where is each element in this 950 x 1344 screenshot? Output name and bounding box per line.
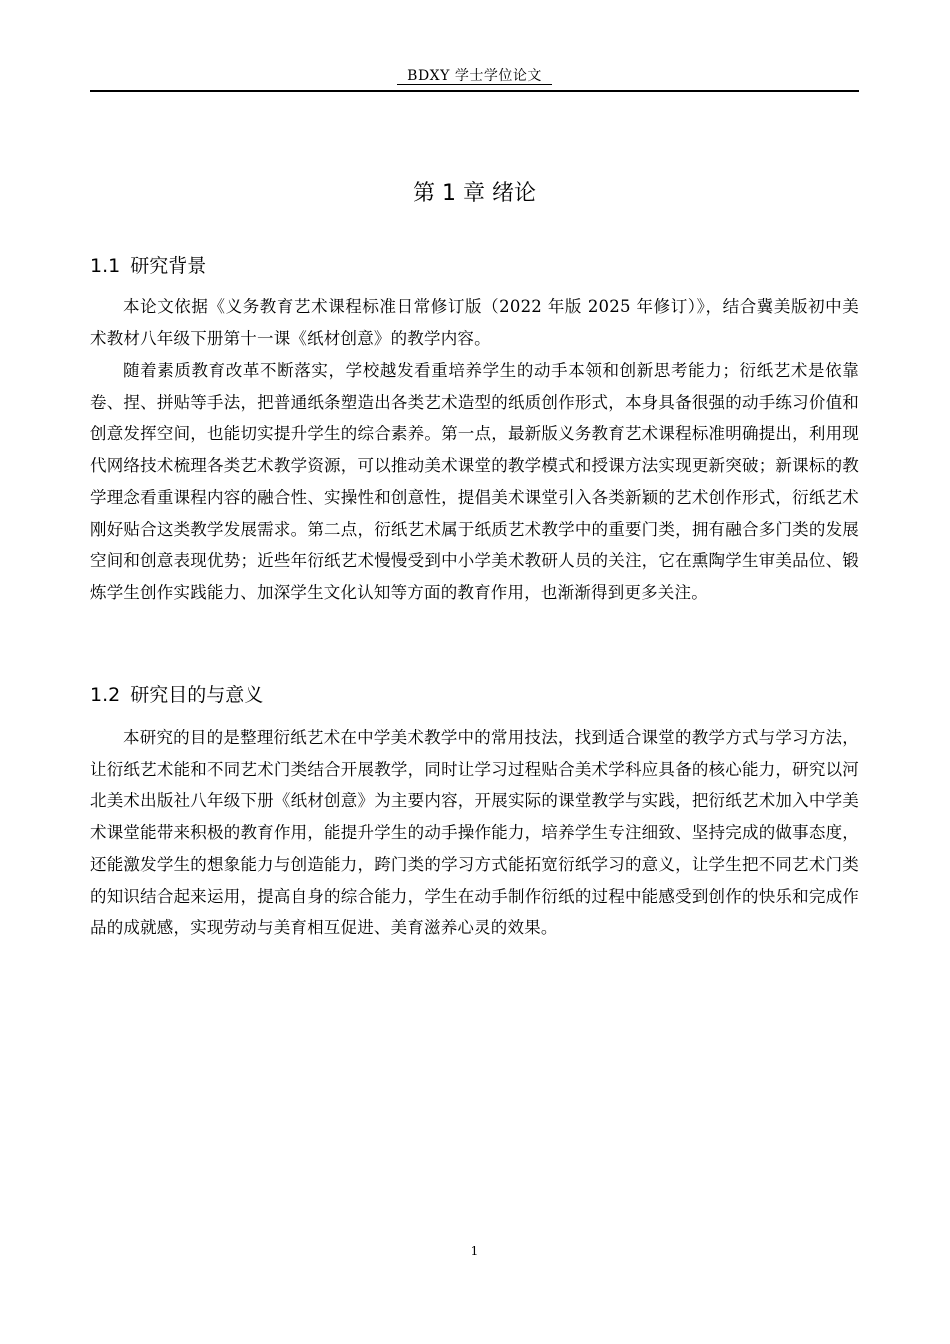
page-number: 1 (470, 1244, 479, 1258)
section-title: 研究目的与意义 (130, 684, 264, 706)
header-title: BDXY 学士学位论文 (397, 64, 552, 85)
chapter-title: 第 1 章 绪论 (413, 181, 536, 206)
section-number: 1.1 (90, 255, 121, 277)
section-heading-1-1 (90, 252, 859, 280)
paragraph-1-1-1: 本论文依据《义务教育艺术课程标准日常修订版（2022 年版 2025 年修订）》，结合冀美版初中美术教材八年级下册第十一课《纸材创意》的教学内容。 (90, 297, 859, 348)
section-heading-1-2 (90, 681, 859, 709)
section-title: 研究背景 (130, 255, 207, 277)
page-header (90, 64, 859, 92)
paragraph-1-1-2: 随着素质教育改革不断落实，学校越发看重培养学生的动手本领和创新思考能力；衍纸艺术是依靠卷、捏、拼贴等手法，把普通纸条塑造出各类艺术造型的纸质创作形式，本身具备很强的动手练习价值和创意发挥空间，也能切实提升学生的综合素养。第一点，最新版义务教育艺术课程标准明确提出，利用现代网络技术梳理各类艺术教学资源，可以推动美术课堂的教学模式和授课方法实现更新突破；新课标的教学理念看重课程内容的融合性、实操性和创意性，提倡美术课堂引入各类新颖的艺术创作形式，衍纸艺术刚好贴合这类教学发展需求。第二点，衍纸艺术属于纸质艺术教学中的重要门类，拥有融合多门类的发展空间和创意表现优势；近些年衍纸艺术慢慢受到中小学美术教研人员的关注，它在熏陶学生审美品位、锻炼学生创作实践能力、加深学生文化认知等方面的教育作用，也渐渐得到更多关注。 (90, 361, 859, 602)
paragraph-1-2-1: 本研究的目的是整理衍纸艺术在中学美术教学中的常用技法，找到适合课堂的教学方式与学习方法，让衍纸艺术能和不同艺术门类结合开展教学，同时让学习过程贴合美术学科应具备的核心能力，研究以河北美术出版社八年级下册《纸材创意》为主要内容，开展实际的课堂教学与实践，把衍纸艺术加入中学美术课堂能带来积极的教育作用，能提升学生的动手操作能力，培养学生专注细致、坚持完成的做事态度，还能激发学生的想象能力与创造能力，跨门类的学习方式能拓宽衍纸学习的意义，让学生把不同艺术门类的知识结合起来运用，提高自身的综合能力，学生在动手制作衍纸的过程中能感受到创作的快乐和完成作品的成就感，实现劳动与美育相互促进、美育滋养心灵的效果。 (90, 728, 859, 938)
section-number: 1.2 (90, 684, 121, 706)
